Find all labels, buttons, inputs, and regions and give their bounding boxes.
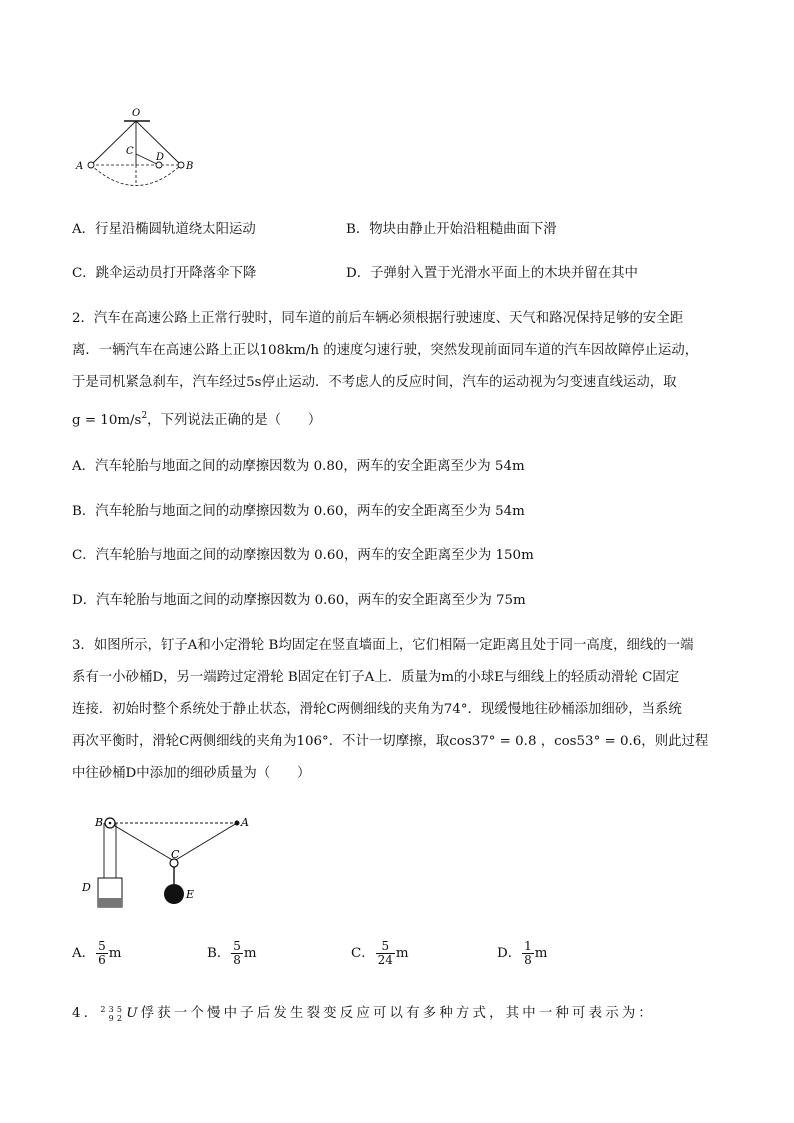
- sand-fill: [98, 898, 122, 907]
- pulley-figure: [78, 808, 258, 912]
- q2-line-3: 于是司机紧急刹车，汽车经过5s停止运动．不考虑人的反应时间，汽车的运动视为匀变速直线运动，取: [72, 375, 677, 390]
- q2-gravity-exponent: 2: [141, 411, 148, 421]
- label-d: D: [156, 152, 165, 163]
- q2-question-stem: ，下列说法正确的是（ ）: [147, 413, 322, 428]
- fig2-label-b: B: [95, 816, 104, 829]
- q1-option-b: B．物块由静止开始沿粗糙曲面下滑: [346, 222, 557, 237]
- q1-option-c: C．跳伞运动员打开降落伞下降: [72, 266, 257, 281]
- q1-option-d: D．子弹射入置于光滑水平面上的木块并留在其中: [346, 266, 638, 281]
- fig2-label-d: D: [82, 881, 91, 894]
- fig2-label-c: C: [171, 848, 180, 861]
- q3-line-3: 连接．初始时整个系统处于静止状态，滑轮C两侧细线的夹角为74°．现缓慢地往砂桶添加细砂，当系统: [72, 702, 682, 717]
- q3-line-2: 系有一小砂桶D，另一端跨过定滑轮 B固定在钉子A上．质量为m的小球E与细线上的轻质动滑轮 C固定: [72, 670, 680, 685]
- q2-option-a: A．汽车轮胎与地面之间的动摩擦因数为 0.80，两车的安全距离至少为 54m: [72, 459, 525, 474]
- rope-ca: [174, 823, 237, 861]
- q2-option-b: B．汽车轮胎与地面之间的动摩擦因数为 0.60，两车的安全距离至少为 54m: [72, 504, 525, 519]
- q3-option-d: D． $\frac{1}{8}$ m: [497, 939, 548, 967]
- q1-option-a: A．行星沿椭圆轨道绕太阳运动: [72, 222, 256, 237]
- q2-option-c: C．汽车轮胎与地面之间的动摩擦因数为 0.60，两车的安全距离至少为 150m: [72, 548, 534, 563]
- q3-line-1: 3．如图所示，钉子A和小定滑轮 B均固定在竖直墙面上，它们相隔一定距离且处于同一高度，细线的一端: [72, 638, 694, 653]
- q2-line-1: 2．汽车在高速公路上正常行驶时，同车道的前后车辆必须根据行驶速度、天气和路况保持足够的安全距: [72, 311, 684, 326]
- fig2-label-a: A: [241, 816, 249, 829]
- rope-bc: [110, 823, 174, 861]
- q3-line-4: 再次平衡时，滑轮C两侧细线的夹角为106°．不计一切摩擦，取cos37° = 0.8 ，cos53° = 0.6，则此过程: [72, 734, 709, 749]
- ball-e: [164, 884, 184, 904]
- q4-number: 4．: [72, 1006, 101, 1021]
- isotope-notation: 235 92: [100, 1004, 126, 1023]
- q3-option-b: B． $\frac{5}{8}$ m: [207, 939, 257, 967]
- q4-line-1: [72, 1004, 655, 1024]
- q2-line-4: [72, 406, 321, 431]
- q3-line-5: 中往砂桶D中添加的细砂质量为（ ）: [72, 766, 311, 781]
- q3-option-a: A． $\frac{5}{6}$ m: [72, 939, 122, 967]
- fig2-label-e: E: [186, 888, 195, 901]
- label-a: A: [76, 161, 84, 172]
- ball-a: [88, 162, 94, 168]
- nail-a: [235, 821, 240, 826]
- q2-line-2: 离．一辆汽车在高速公路上正以108km/h 的速度匀速行驶，突然发现前面同车道的汽车因故障停止运动，: [72, 343, 699, 358]
- uranium-symbol: U: [126, 1006, 141, 1021]
- q4-text: 俘获一个慢中子后发生裂变反应可以有多种方式，其中一种可表示为：: [140, 1006, 655, 1021]
- q2-gravity: g = 10m/s: [72, 413, 142, 428]
- pulley-b-center: [109, 822, 112, 825]
- label-b: B: [186, 161, 194, 172]
- q3-option-c: C． $\frac{5}{24}$ m: [351, 939, 409, 967]
- q2-option-d: D．汽车轮胎与地面之间的动摩擦因数为 0.60，两车的安全距离至少为 75m: [72, 593, 526, 608]
- label-c: C: [126, 146, 134, 157]
- pendulum-figure: [70, 104, 200, 194]
- label-o: O: [132, 108, 141, 119]
- ball-b: [178, 162, 184, 168]
- string-oa: [91, 121, 136, 165]
